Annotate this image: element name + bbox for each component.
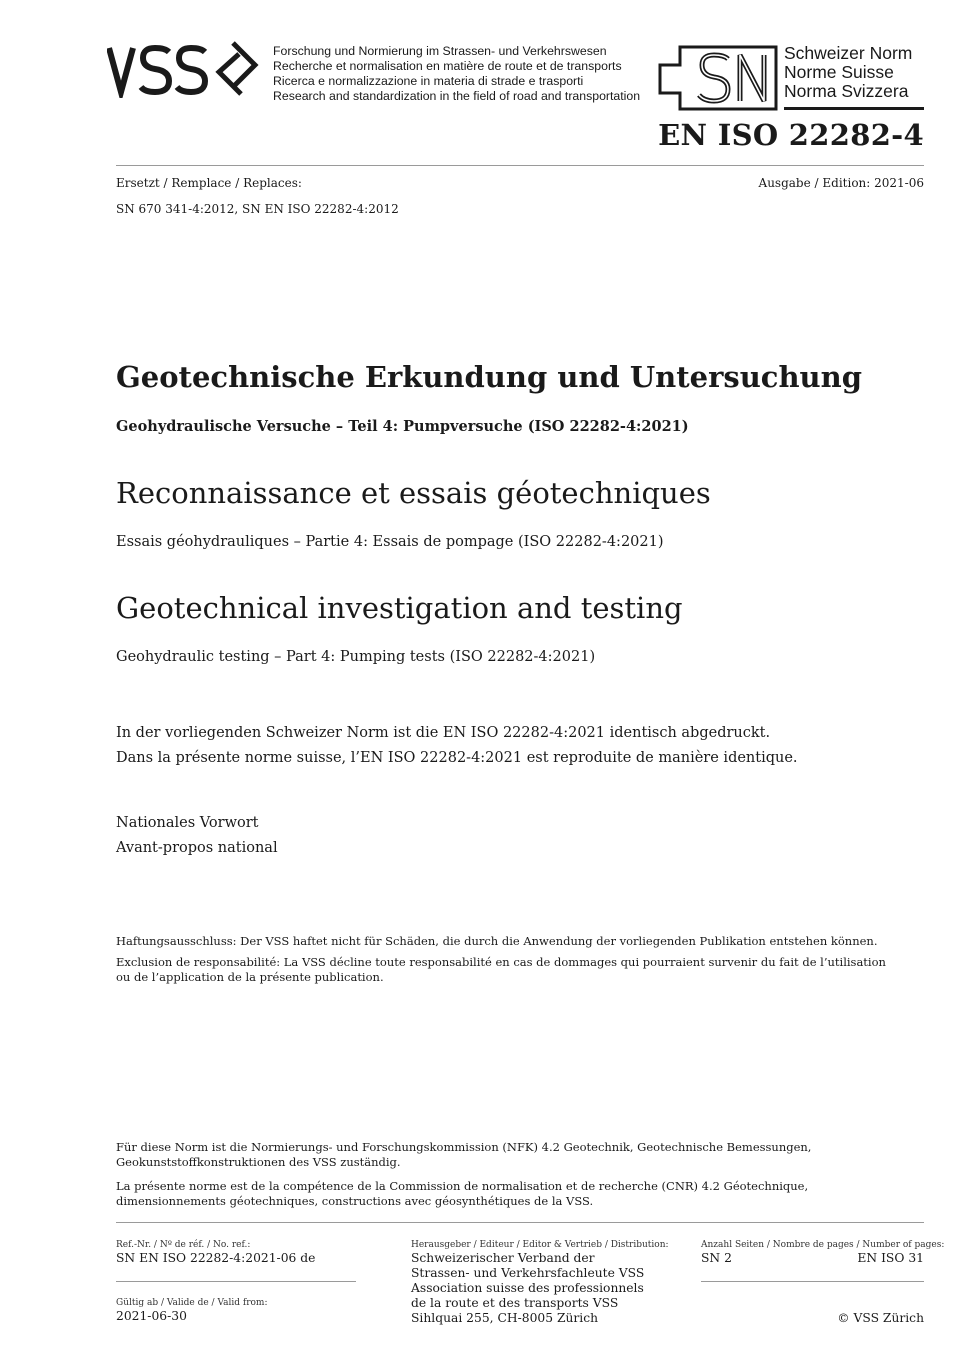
subtitle-de: Geohydraulische Versuche – Teil 4: Pumpversuche (ISO 22282-4:2021) xyxy=(116,418,689,435)
copyright: © VSS Zürich xyxy=(837,1311,924,1325)
pages-label: Anzahl Seiten / Nombre de pages / Number of pages: xyxy=(701,1240,945,1250)
header-divider xyxy=(116,165,924,166)
edition: Ausgabe / Edition: 2021-06 xyxy=(758,176,924,190)
publisher-line: Strassen- und Verkehrsfachleute VSS xyxy=(411,1266,645,1280)
identical-print-fr: Dans la présente norme suisse, l’EN ISO 22282-4:2021 est reproduite de manière identique. xyxy=(116,750,798,766)
tagline-it: Ricerca e normalizzazione in materia di strade e trasporti xyxy=(273,74,584,88)
foreword-de: Nationales Vorwort xyxy=(116,815,259,831)
publisher-label: Herausgeber / Editeur / Editor & Vertrieb / Distribution: xyxy=(411,1240,669,1250)
committee-fr-line1: La présente norme est de la compétence de la Commission de normalisation et de recherche (CNR) 4.2 Géotechnique, xyxy=(116,1179,809,1193)
valid-label: Gültig ab / Valide de / Valid from: xyxy=(116,1298,268,1308)
sn-names xyxy=(784,44,912,101)
replaces-label: Ersetzt / Remplace / Replaces: xyxy=(116,176,302,190)
tagline-de: Forschung und Normierung im Strassen- und Verkehrswesen xyxy=(273,44,607,58)
ref-value: SN EN ISO 22282-4:2021-06 de xyxy=(116,1251,316,1265)
title-en: Geotechnical investigation and testing xyxy=(116,591,683,625)
sn-name-it: Norma Svizzera xyxy=(784,81,909,101)
title-fr: Reconnaissance et essais géotechniques xyxy=(116,476,711,510)
sn-underline xyxy=(784,107,924,110)
committee-de-line1: Für diese Norm ist die Normierungs- und Forschungskommission (NFK) 4.2 Geotechnik, Geotechnische Bemessungen, xyxy=(116,1140,812,1154)
subtitle-fr: Essais géohydrauliques – Partie 4: Essais de pompage (ISO 22282-4:2021) xyxy=(116,534,664,550)
disclaimer-fr-line2: ou de l’application de la présente publication. xyxy=(116,970,384,984)
valid-value: 2021-06-30 xyxy=(116,1309,187,1323)
disclaimer-fr-line1: Exclusion de responsabilité: La VSS décline toute responsabilité en cas de dommages qui pourraient survenir du fait de l’utilisation xyxy=(116,955,886,969)
tagline-en: Research and standardization in the field of road and transportation xyxy=(273,89,641,103)
vss-tagline xyxy=(273,44,640,104)
ref-label: Ref.-Nr. / Nº de réf. / No. ref.: xyxy=(116,1240,251,1250)
identical-print-de: In der vorliegenden Schweizer Norm ist die EN ISO 22282-4:2021 identisch abgedruckt. xyxy=(116,725,771,741)
publisher-address: Sihlquai 255, CH-8005 Zürich xyxy=(411,1311,599,1325)
subtitle-en: Geohydraulic testing – Part 4: Pumping tests (ISO 22282-4:2021) xyxy=(116,649,596,665)
sn-logo xyxy=(658,45,778,111)
document-number: EN ISO 22282-4 xyxy=(658,118,924,152)
disclaimer-de: Haftungsausschluss: Der VSS haftet nicht für Schäden, die durch die Anwendung der vorliegenden Publikation entstehen können. xyxy=(116,934,878,948)
vss-logo xyxy=(107,40,265,98)
publisher-line: Association suisse des professionnels xyxy=(411,1281,644,1295)
replaces-value: SN 670 341-4:2012, SN EN ISO 22282-4:2012 xyxy=(116,202,399,216)
foreword-fr: Avant-propos national xyxy=(116,840,278,856)
pages-sn: SN 2 xyxy=(701,1251,732,1265)
ref-divider xyxy=(116,1281,356,1282)
pages-en: EN ISO 31 xyxy=(857,1251,924,1265)
sn-name-de: Schweizer Norm xyxy=(784,43,913,63)
publisher-line: de la route et des transports VSS xyxy=(411,1296,619,1310)
sn-name-fr: Norme Suisse xyxy=(784,62,894,82)
publisher-line: Schweizerischer Verband der xyxy=(411,1251,595,1265)
footer-divider xyxy=(116,1222,924,1223)
committee-fr-line2: dimensionnements géotechniques, constructions avec géosynthétiques de la VSS. xyxy=(116,1194,594,1208)
title-de: Geotechnische Erkundung und Untersuchung xyxy=(116,360,862,394)
tagline-fr: Recherche et normalisation en matière de route et de transports xyxy=(273,59,622,73)
pages-divider xyxy=(701,1281,924,1282)
committee-de-line2: Geokunststoffkonstruktionen des VSS zuständig. xyxy=(116,1155,401,1169)
